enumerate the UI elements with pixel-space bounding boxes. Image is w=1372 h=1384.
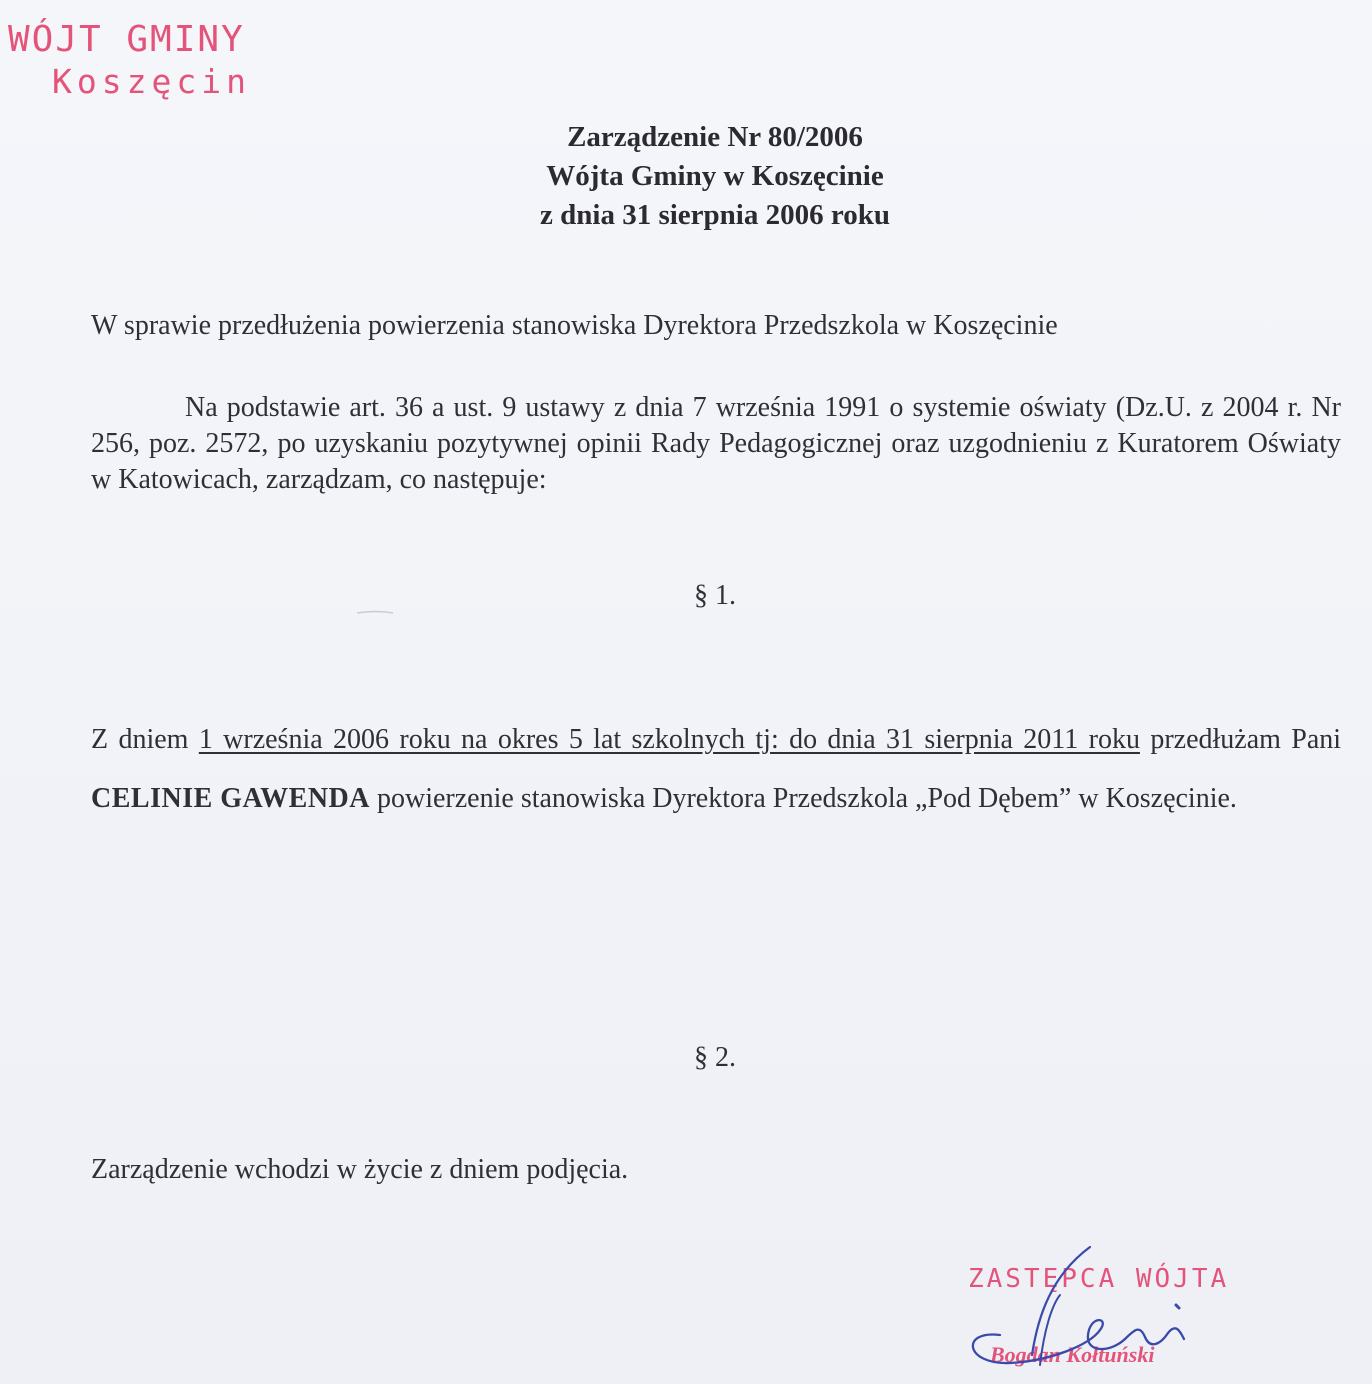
appointment-period: 1 września 2006 roku na okres 5 lat szkolnych tj: do dnia 31 sierpnia 2011 roku	[198, 724, 1140, 755]
deputy-stamp-name: Bogdan Kołtuński	[990, 1342, 1155, 1367]
section-1-heading: § 1.	[694, 580, 736, 611]
stamp-line-office: WÓJT GMINY	[8, 19, 245, 60]
office-stamp	[8, 18, 251, 102]
handwritten-signature	[940, 1235, 1240, 1384]
title-issuer: Wójta Gminy w Koszęcinie	[546, 160, 884, 192]
document-title	[0, 118, 1372, 235]
section-1-before-name: przedłużam Pani	[1150, 724, 1342, 755]
section-1-intro: Z dniem	[91, 724, 189, 755]
section-1-after-name: powierzenie stanowiska Dyrektora Przedszkola „Pod Dębem” w Koszęcinie.	[377, 783, 1237, 814]
section-2-heading: § 2.	[694, 1042, 736, 1073]
document-subject: W sprawie przedłużenia powierzenia stanowiska Dyrektora Przedszkola w Koszęcinie	[91, 310, 1058, 341]
director-name: CELINIE GAWENDA	[91, 783, 370, 814]
title-ordinance-number: Zarządzenie Nr 80/2006	[567, 121, 863, 153]
stamp-line-municipality: Koszęcin	[52, 62, 251, 101]
title-date: z dnia 31 sierpnia 2006 roku	[540, 199, 890, 231]
section-1-text	[91, 710, 1341, 828]
section-2-text: Zarządzenie wchodzi w życie z dniem podjęcia.	[91, 1154, 629, 1185]
deputy-stamp-title: ZASTĘPCA WÓJTA	[968, 1264, 1230, 1294]
legal-basis-paragraph: Na podstawie art. 36 a ust. 9 ustawy z dnia 7 września 1991 o systemie oświaty (Dz.U. z 2004 r. Nr 256, poz. 2572, po uzyskaniu pozytywnej opinii Rady Pedagogicznej oraz uzgodnieniu z Kuratorem Oświaty w Katowicach, zarządzam, co następuje:	[91, 392, 1341, 495]
